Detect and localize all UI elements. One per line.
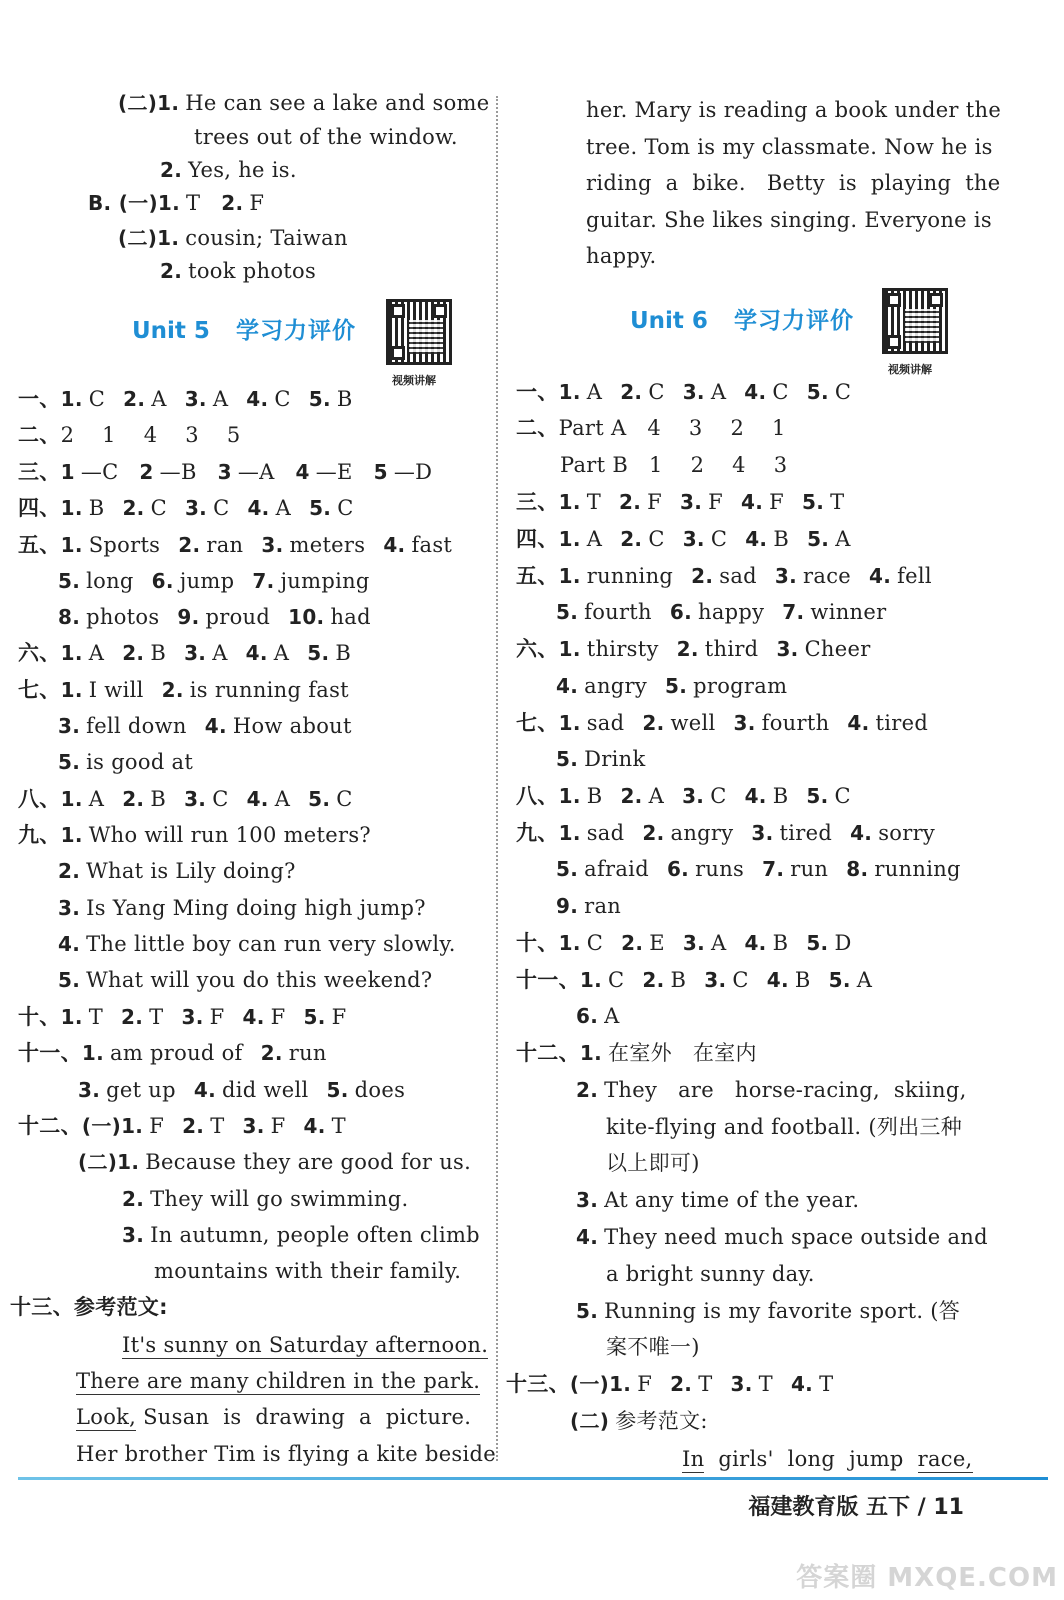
left-line-2: 2. Yes, he is. (160, 158, 297, 182)
watermark: 答案圈 MXQE.COM (796, 1563, 1058, 1593)
r-ans-22: 3. At any time of the year. (576, 1188, 860, 1212)
l-ans-14: 3. Is Yang Ming doing high jump? (58, 896, 426, 920)
r-top-0: her. Mary is reading a book under the (586, 98, 1002, 122)
r-ans-7: 六、1. thirsty 2. third 3. Cheer (516, 637, 871, 661)
left-line-0: (二)1. He can see a lake and some (118, 91, 490, 115)
r-ans-11: 八、1. B 2. A 3. C 4. B 5. C (516, 784, 851, 808)
l-ans-25: 十三、参考范文: (10, 1295, 168, 1319)
qr-caption-unit6: 视频讲解 (888, 363, 932, 376)
l-ans-15: 4. The little boy can run very slowly. (58, 932, 456, 956)
r-ans-6: 5. fourth 6. happy 7. winner (556, 600, 887, 624)
l-ans-8: 七、1. I will 2. is running fast (18, 678, 349, 702)
l-ans-20: 十二、(一)1. F 2. T 3. F 4. T (18, 1114, 346, 1138)
l-ans-26: It's sunny on Saturday afternoon. (122, 1333, 489, 1357)
page-footer: 福建教育版 五下 / 11 (748, 1495, 964, 1520)
r-ans-21: 以上即可) (606, 1151, 700, 1175)
l-ans-18: 十一、1. am proud of 2. run (18, 1041, 327, 1065)
l-ans-22: 2. They will go swimming. (122, 1187, 409, 1211)
r-ans-16: 十一、1. C 2. B 3. C 4. B 5. A (516, 968, 873, 992)
l-ans-1: 二、2 1 4 3 5 (18, 423, 241, 447)
r-ans-0: 一、1. A 2. C 3. A 4. C 5. C (516, 380, 852, 404)
r-ans-3: 三、1. T 2. F 3. F 4. F 5. T (516, 490, 845, 514)
l-ans-29: Her brother Tim is flying a kite beside (76, 1442, 496, 1466)
r-ans-25: 5. Running is my favorite sport. (答 (576, 1299, 961, 1323)
qr-code-unit6[interactable] (882, 288, 948, 354)
l-ans-19: 3. get up 4. did well 5. does (78, 1078, 406, 1102)
l-ans-24: mountains with their family. (154, 1259, 462, 1283)
left-line-4: (二)1. cousin; Taiwan (118, 226, 348, 250)
r-ans-29: In girls' long jump race, (682, 1447, 973, 1471)
l-ans-28: Look, Susan is drawing a picture. (76, 1405, 472, 1429)
r-ans-5: 五、1. running 2. sad 3. race 4. fell (516, 564, 932, 588)
unit6-title: Unit 6 学习力评价 (630, 308, 854, 334)
qr-caption-unit5: 视频讲解 (392, 374, 436, 387)
r-ans-13: 5. afraid 6. runs 7. run 8. running (556, 857, 961, 881)
r-ans-15: 十、1. C 2. E 3. A 4. B 5. D (516, 931, 852, 955)
left-line-3: B. (一)1. T 2. F (88, 191, 265, 215)
r-ans-9: 七、1. sad 2. well 3. fourth 4. tired (516, 711, 929, 735)
r-ans-4: 四、1. A 2. C 3. C 4. B 5. A (516, 527, 851, 551)
r-ans-20: kite-flying and football. (列出三种 (606, 1115, 963, 1139)
r-ans-19: 2. They are horse-racing, skiing, (576, 1078, 967, 1102)
l-ans-12: 九、1. Who will run 100 meters? (18, 823, 371, 847)
r-top-4: happy. (586, 244, 657, 268)
r-ans-18: 十二、1. 在室外 在室内 (516, 1041, 757, 1065)
l-ans-23: 3. In autumn, people often climb (122, 1223, 480, 1247)
r-top-2: riding a bike. Betty is playing the (586, 171, 1001, 195)
l-ans-17: 十、1. T 2. T 3. F 4. F 5. F (18, 1005, 347, 1029)
r-ans-24: a bright sunny day. (606, 1262, 815, 1286)
left-line-1: trees out of the window. (194, 125, 458, 149)
r-ans-23: 4. They need much space outside and (576, 1225, 988, 1249)
l-ans-27: There are many children in the park. (76, 1369, 481, 1393)
qr-code-unit5[interactable] (386, 299, 452, 365)
r-ans-17: 6. A (576, 1004, 620, 1028)
r-ans-8: 4. angry 5. program (556, 674, 788, 698)
l-ans-11: 八、1. A 2. B 3. C 4. A 5. C (18, 787, 353, 811)
r-ans-27: 十三、(一)1. F 2. T 3. T 4. T (506, 1372, 834, 1396)
r-ans-2: Part B 1 2 4 3 (560, 453, 788, 477)
r-ans-14: 9. ran (556, 894, 622, 918)
l-ans-3: 四、1. B 2. C 3. C 4. A 5. C (18, 496, 354, 520)
l-ans-13: 2. What is Lily doing? (58, 859, 296, 883)
r-ans-12: 九、1. sad 2. angry 3. tired 4. sorry (516, 821, 936, 845)
l-ans-5: 5. long 6. jump 7. jumping (58, 569, 370, 593)
l-ans-2: 三、1 —C 2 —B 3 —A 4 —E 5 —D (18, 460, 433, 484)
r-top-3: guitar. She likes singing. Everyone is (586, 208, 992, 232)
r-ans-1: 二、Part A 4 3 2 1 (516, 416, 786, 440)
l-ans-9: 3. fell down 4. How about (58, 714, 352, 738)
left-line-5: 2. took photos (160, 259, 317, 283)
r-ans-26: 案不唯一) (606, 1335, 700, 1359)
footer-rule (18, 1477, 1048, 1480)
l-ans-4: 五、1. Sports 2. ran 3. meters 4. fast (18, 533, 453, 557)
l-ans-6: 8. photos 9. proud 10. had (58, 605, 371, 629)
unit5-title: Unit 5 学习力评价 (132, 318, 356, 344)
l-ans-16: 5. What will you do this weekend? (58, 968, 433, 992)
r-ans-10: 5. Drink (556, 747, 646, 771)
l-ans-7: 六、1. A 2. B 3. A 4. A 5. B (18, 641, 352, 665)
l-ans-10: 5. is good at (58, 750, 194, 774)
l-ans-0: 一、1. C 2. A 3. A 4. C 5. B (18, 387, 353, 411)
r-ans-28: (二) 参考范文: (570, 1409, 708, 1433)
l-ans-21: (二)1. Because they are good for us. (78, 1150, 472, 1174)
column-divider (496, 96, 498, 1461)
r-top-1: tree. Tom is my classmate. Now he is (586, 135, 993, 159)
